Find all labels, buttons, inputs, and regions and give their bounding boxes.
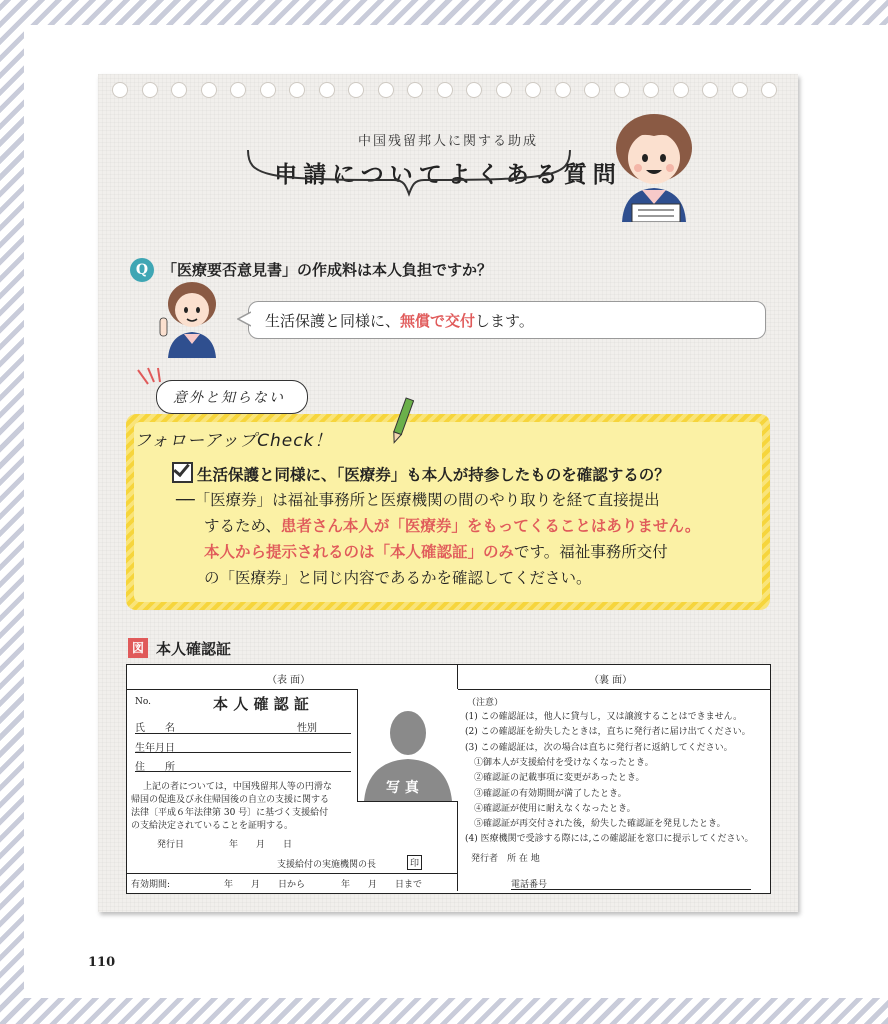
id-card-figure bbox=[126, 664, 771, 894]
note-line: ④確認証が使用に耐えなくなったとき。 bbox=[465, 803, 636, 814]
brace-decoration bbox=[244, 146, 574, 198]
bubble-tail bbox=[237, 311, 251, 327]
binder-hole bbox=[643, 82, 659, 98]
cert-line-1: 上記の者については，中国残留邦人等の円滑な bbox=[143, 782, 332, 792]
binder-hole bbox=[466, 82, 482, 98]
binder-hole bbox=[112, 82, 128, 98]
line2-pre: するため、 bbox=[204, 517, 281, 535]
card-title: 本 人 確 認 証 bbox=[213, 695, 309, 713]
line2-red: 患者さん本人が「医療券」をもってくることはありません。 bbox=[280, 517, 701, 535]
checkbox-icon bbox=[172, 462, 193, 483]
note-line: ⑤確認証が再交付された後，紛失した確認証を発見したとき。 bbox=[465, 819, 726, 830]
front-header: （表 面） bbox=[267, 675, 311, 686]
note-line: (1) この確認証は，他人に貸与し，又は譲渡することはできません。 bbox=[465, 712, 743, 722]
binder-hole bbox=[260, 82, 276, 98]
address-line bbox=[135, 771, 351, 772]
note-line: (4) 医療機関で受診する際には,この確認証を窓口に提示してください。 bbox=[465, 834, 754, 845]
validity: 有効期間: 年 月 日から 年 月 日まで bbox=[131, 880, 423, 890]
followup-line-4: の「医療券」と同じ内容であるかを確認してください。 bbox=[204, 569, 592, 587]
binder-hole bbox=[761, 82, 777, 98]
sex-field: 性別 bbox=[297, 723, 317, 734]
woman-illustration-icon bbox=[608, 112, 700, 222]
line3-post: です。福祉事務所交付 bbox=[514, 543, 668, 561]
name-line bbox=[135, 733, 351, 734]
binder-hole bbox=[407, 82, 423, 98]
binder-hole bbox=[378, 82, 394, 98]
binder-hole bbox=[348, 82, 364, 98]
binder-hole bbox=[614, 82, 630, 98]
issuer-label: 支援給付の実施機関の長 bbox=[277, 860, 377, 870]
answer-text bbox=[265, 310, 534, 331]
binder-hole bbox=[142, 82, 158, 98]
binder-hole bbox=[230, 82, 246, 98]
binder-hole bbox=[496, 82, 512, 98]
note-line: (2) この確認証を紛失したときは，直ちに発行者に届け出てください。 bbox=[465, 727, 751, 738]
back-header: （裏 面） bbox=[589, 675, 633, 686]
binder-hole bbox=[171, 82, 187, 98]
notebook-sheet bbox=[98, 74, 798, 912]
note-line: ①御本人が支援給付を受けなくなったとき。 bbox=[465, 757, 654, 768]
cert-line-4: の支給決定されていることを証明する。 bbox=[131, 821, 294, 831]
page-title: 申請についてよくある質問 bbox=[274, 162, 622, 188]
followup-line-3 bbox=[204, 540, 668, 562]
line3-red: 本人から提示されるのは「本人確認証」のみ bbox=[204, 543, 515, 561]
photo-box bbox=[357, 689, 458, 802]
address-field: 住 所 bbox=[135, 762, 175, 773]
check-item bbox=[172, 462, 670, 485]
issue-date: 発行日 年 月 日 bbox=[157, 840, 293, 850]
phone-line bbox=[511, 889, 751, 890]
notes-title: （注意） bbox=[467, 698, 504, 708]
pencil-icon bbox=[390, 396, 414, 446]
question-badge: Q bbox=[130, 258, 154, 282]
note-line: (3) この確認証は，次の場合は直ちに発行者に返納してください。 bbox=[465, 742, 733, 753]
binder-hole bbox=[555, 82, 571, 98]
binder-hole bbox=[289, 82, 305, 98]
question-text: 「医療要否意見書」の作成料は本人負担ですか？ bbox=[162, 261, 493, 279]
seal-mark: 印 bbox=[407, 855, 422, 870]
dob-field: 生年月日 bbox=[135, 743, 175, 754]
page-number: 110 bbox=[88, 955, 116, 970]
binder-hole bbox=[702, 82, 718, 98]
followup-line-1: ──「医療券」は福祉事務所と医療機関の間のやり取りを経て直接提出 bbox=[176, 491, 660, 509]
answer-post: します。 bbox=[475, 312, 534, 330]
binder-hole bbox=[319, 82, 335, 98]
figure-label: 図 bbox=[128, 638, 148, 658]
figure-title: 本人確認証 bbox=[156, 640, 232, 658]
validity-line bbox=[127, 873, 457, 874]
name-field: 氏 名 bbox=[135, 723, 175, 734]
phone-label: 電話番号 bbox=[511, 880, 548, 890]
tag-label bbox=[156, 380, 308, 414]
note-line: ③確認証の有効期間が満了したとき。 bbox=[465, 788, 627, 799]
binder-holes bbox=[98, 82, 798, 102]
page-subtitle: 中国残留邦人に関する助成 bbox=[357, 134, 538, 149]
card-no: No. bbox=[135, 697, 151, 707]
photo-label: 写 真 bbox=[386, 780, 419, 796]
followup-line-2 bbox=[204, 514, 700, 536]
cert-line-3: 法律〔平成６年法律第 30 号〕に基づく支援給付 bbox=[131, 808, 329, 818]
note-line: ②確認証の記載事項に変更があったとき。 bbox=[465, 773, 645, 784]
dob-line bbox=[135, 752, 351, 753]
woman-pointing-icon bbox=[156, 278, 246, 358]
binder-hole bbox=[732, 82, 748, 98]
issuer-address: 発行者 所 在 地 bbox=[471, 854, 540, 864]
binder-hole bbox=[673, 82, 689, 98]
binder-hole bbox=[437, 82, 453, 98]
tag-text: 意外と知らない bbox=[173, 390, 285, 406]
binder-hole bbox=[584, 82, 600, 98]
cert-line-2: 帰国の促進及び永住帰国後の自立の支援に関する bbox=[131, 795, 330, 805]
binder-hole bbox=[201, 82, 217, 98]
answer-highlight: 無償で交付 bbox=[400, 312, 476, 330]
followup-heading: フォローアップCheck！ bbox=[134, 431, 333, 451]
answer-pre: 生活保護と同様に、 bbox=[265, 312, 401, 330]
answer-bubble bbox=[248, 301, 766, 339]
check-item-text: 生活保護と同様に、「医療券」も本人が持参したものを確認するの？ bbox=[197, 466, 670, 484]
binder-hole bbox=[525, 82, 541, 98]
